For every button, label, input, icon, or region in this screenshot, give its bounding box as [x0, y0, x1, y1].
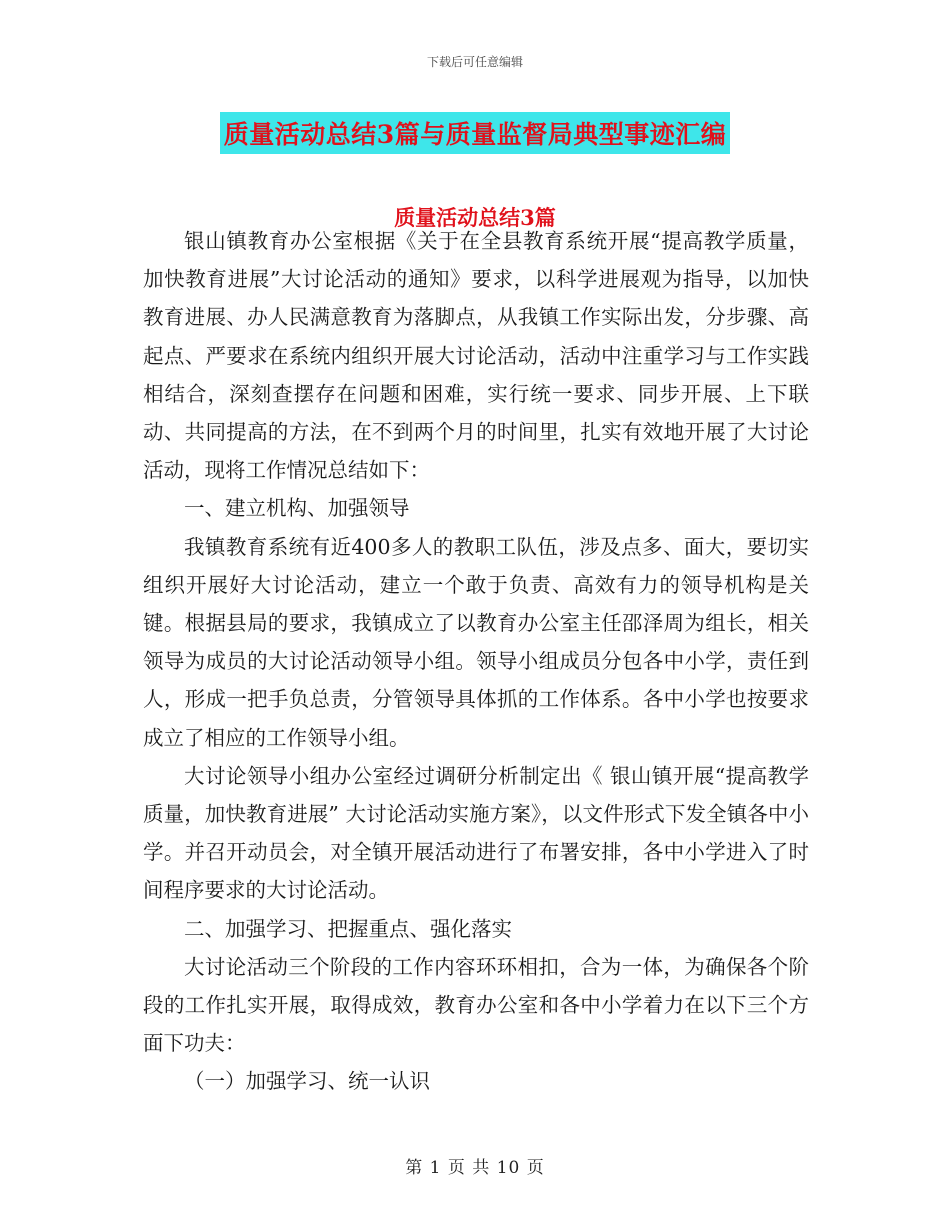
- document-title-text: 质量活动总结3篇与质量监督局典型事迹汇编: [220, 112, 730, 154]
- heading-establish-organization: 一、建立机构、加强领导: [184, 496, 410, 521]
- heading-strengthen-learning: 二、加强学习、把握重点、强化落实: [184, 916, 512, 941]
- paragraph-intro: 银山镇教育办公室根据《关于在全县教育系统开展“提高教学质量，加快教育进展”大讨论活动的通知》要求，以科学进展观为指导，以加快教育进展、办人民满意教育为落脚点，从我镇工作实际出发，分步骤、高起点、严要求在系统内组织开展大讨论活动，活动中注重学习与工作实践相结合，深刻查摆存在问题和困难，实行统一要求、同步开展、上下联动、共同提高的方法，在不到两个月的时间里，扎实有效地开展了大讨论活动，现将工作情况总结如下：: [143, 229, 809, 483]
- document-title: [0, 112, 950, 154]
- paragraph-organization: 我镇教育系统有近400多人的教职工队伍，涉及点多、面大，要切实组织开展好大讨论活动，建立一个敢于负责、高效有力的领导机构是关键。根据县局的要求，我镇成立了以教育办公室主任邵泽周为组长，相关领导为成员的大讨论活动领导小组。领导小组成员分包各中小学，责任到人，形成一把手负总责，分管领导具体抓的工作体系。各中小学也按要求成立了相应的工作领导小组。: [143, 534, 809, 750]
- page-number: 第 1 页 共 10 页: [405, 1158, 545, 1178]
- heading-subsection-learning: （一）加强学习、统一认识: [184, 1069, 430, 1094]
- paragraph-three-stages: 大讨论活动三个阶段的工作内容环环相扣，合为一体，为确保各个阶段的工作扎实开展，取得成效，教育办公室和各中小学着力在以下三个方面下功夫：: [143, 954, 809, 1056]
- section-title: 质量活动总结3篇: [394, 205, 556, 230]
- paragraph-implementation-plan: 大讨论领导小组办公室经过调研分析制定出《 银山镇开展“提高教学质量，加快教育进展” 大讨论活动实施方案》，以文件形式下发全镇各中小学。并召开动员会，对全镇开展活动进行了布署安排，各中小学进入了时间程序要求的大讨论活动。: [143, 763, 809, 903]
- document-body: [143, 222, 809, 1101]
- header-note: 下载后可任意编辑: [426, 55, 523, 69]
